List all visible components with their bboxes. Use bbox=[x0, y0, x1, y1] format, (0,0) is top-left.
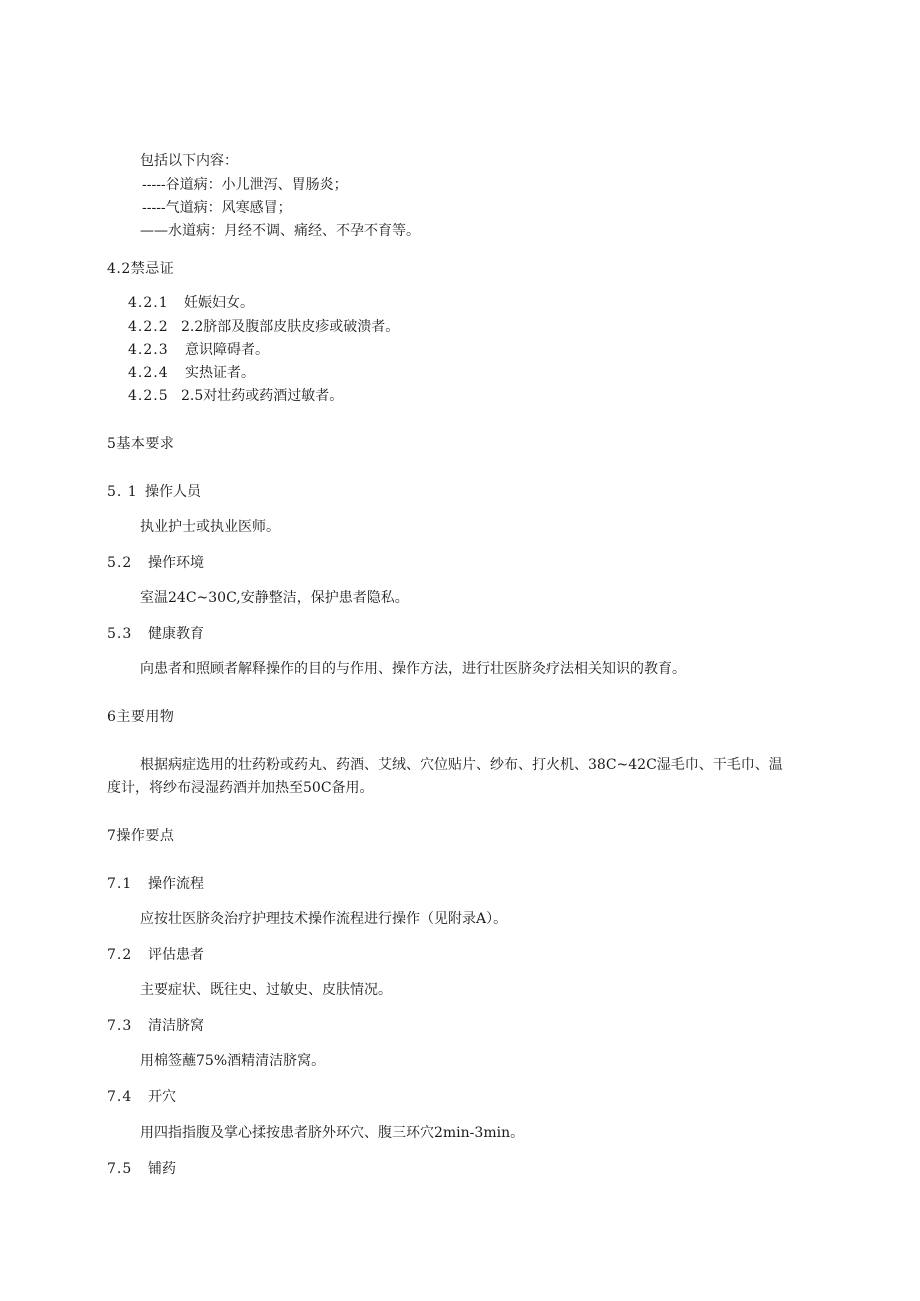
item-text: 2.2脐部及腹部皮肤皮疹或破溃者。 bbox=[181, 319, 400, 335]
item-text: 实热证者。 bbox=[185, 365, 255, 381]
intro-heading: 包括以下内容： bbox=[140, 153, 238, 169]
section-number: 7.4 bbox=[107, 1089, 133, 1105]
section-7-4-body: 用四指指腹及掌心揉按患者脐外环穴、腹三环穴2min-3min。 bbox=[140, 1125, 525, 1141]
section-number: 5.3 bbox=[107, 626, 133, 642]
section-5-1-heading bbox=[107, 483, 201, 501]
section-5-3-heading bbox=[107, 625, 204, 643]
item-text: 意识障碍者。 bbox=[185, 342, 269, 358]
section-7-3-heading bbox=[107, 1017, 204, 1035]
contraindication-item bbox=[128, 341, 269, 359]
section-5-1-body: 执业护士或执业医师。 bbox=[140, 519, 280, 535]
section-7-1-heading bbox=[107, 875, 204, 893]
item-text: 2.5对壮药或药酒过敏者。 bbox=[181, 388, 344, 404]
item-number: 4.2.4 bbox=[128, 365, 169, 381]
item-number: 4.2.1 bbox=[128, 295, 169, 311]
section-7-2-heading bbox=[107, 946, 204, 964]
section-number: 5. 1 bbox=[107, 484, 138, 500]
section-title: 操作人员 bbox=[145, 484, 201, 500]
section-7-1-body: 应按壮医脐灸治疗护理技术操作流程进行操作（见附录A）。 bbox=[140, 911, 508, 927]
section-6-body-line-1: 根据病症选用的壮药粉或药丸、药酒、艾绒、穴位贴片、纱布、打火机、38C~42C湿毛巾、干毛巾、温 bbox=[140, 757, 783, 773]
section-title: 铺药 bbox=[148, 1161, 176, 1177]
section-5-2-body: 室温24C~30C,安静整洁，保护患者隐私。 bbox=[140, 590, 409, 606]
section-title: 清洁脐窝 bbox=[148, 1018, 204, 1034]
section-6-body-line-2: 度计，将纱布浸湿药酒并加热至50C备用。 bbox=[107, 780, 374, 796]
section-5-3-body: 向患者和照顾者解释操作的目的与作用、操作方法，进行壮医脐灸疗法相关知识的教育。 bbox=[140, 661, 686, 677]
contraindication-item bbox=[128, 387, 343, 405]
contraindication-item bbox=[128, 294, 254, 312]
section-5-title: 5基本要求 bbox=[107, 436, 175, 452]
section-number: 7.2 bbox=[107, 947, 133, 963]
section-number: 7.5 bbox=[107, 1161, 133, 1177]
intro-item-shuidao: ——水道病：月经不调、痛经、不孕不育等。 bbox=[140, 223, 420, 239]
intro-item-qidao: -----气道病：风寒感冒； bbox=[142, 200, 292, 216]
item-number: 4.2.3 bbox=[128, 342, 169, 358]
section-7-4-heading bbox=[107, 1088, 176, 1106]
contraindication-item bbox=[128, 364, 255, 382]
section-number: 7.1 bbox=[107, 876, 133, 892]
section-title: 操作流程 bbox=[148, 876, 204, 892]
section-6-title: 6主要用物 bbox=[107, 709, 175, 725]
section-number: 5.2 bbox=[107, 555, 133, 571]
section-5-2-heading bbox=[107, 554, 204, 572]
section-7-title: 7操作要点 bbox=[107, 828, 175, 844]
section-4-2-title: 4.2禁忌证 bbox=[107, 261, 175, 277]
section-7-2-body: 主要症状、既往史、过敏史、皮肤情况。 bbox=[140, 982, 392, 998]
section-7-3-body: 用棉签蘸75%酒精清洁脐窝。 bbox=[140, 1053, 326, 1069]
contraindication-item bbox=[128, 318, 399, 336]
section-7-5-heading bbox=[107, 1160, 176, 1178]
item-number: 4.2.2 bbox=[128, 319, 169, 335]
section-title: 开穴 bbox=[148, 1089, 176, 1105]
section-title: 操作环境 bbox=[148, 555, 204, 571]
item-text: 妊娠妇女。 bbox=[184, 295, 254, 311]
section-number: 7.3 bbox=[107, 1018, 133, 1034]
section-title: 评估患者 bbox=[148, 947, 204, 963]
intro-item-gudao: -----谷道病：小儿泄泻、胃肠炎； bbox=[142, 177, 348, 193]
section-title: 健康教育 bbox=[148, 626, 204, 642]
item-number: 4.2.5 bbox=[128, 388, 169, 404]
